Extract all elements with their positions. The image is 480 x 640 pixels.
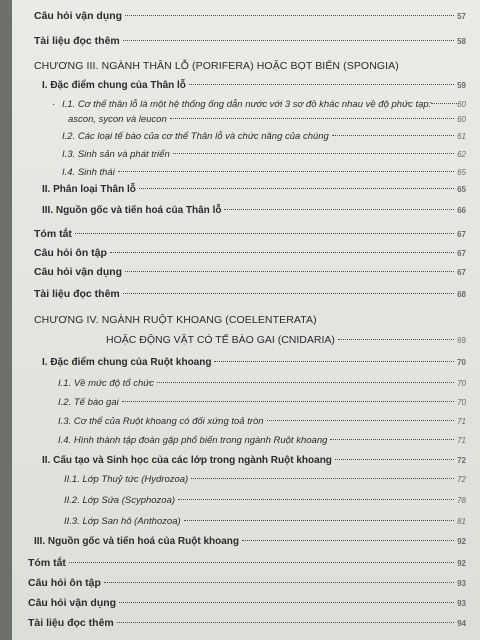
toc-page-number: 58 bbox=[457, 37, 466, 46]
leader-dots bbox=[125, 271, 454, 272]
toc-page-number: 67 bbox=[457, 268, 466, 277]
toc-entry-label: Tài liệu đọc thêm bbox=[28, 617, 114, 629]
leader-dots bbox=[104, 582, 454, 583]
toc-section bbox=[42, 455, 466, 466]
toc-entry-label: III. Nguồn gốc và tiến hoá của Thân lỗ bbox=[42, 205, 222, 216]
toc-entry-label: Tài liệu đọc thêm bbox=[34, 35, 120, 47]
toc-page-number: 67 bbox=[457, 230, 466, 239]
toc-subsection bbox=[64, 474, 466, 485]
toc-entry-label: Câu hỏi vận dụng bbox=[28, 597, 117, 609]
toc-page-number: 93 bbox=[457, 599, 466, 608]
leader-dots bbox=[224, 209, 454, 210]
toc-entry-label: III. Nguồn gốc và tiến hoá của Ruột khoang bbox=[34, 536, 240, 547]
toc-page-number: 60 bbox=[457, 100, 466, 109]
toc-entry-label: Câu hỏi vận dụng bbox=[34, 10, 123, 22]
leader-dots bbox=[69, 562, 454, 563]
toc-entry-label: I.1. Về mức độ tổ chức bbox=[58, 378, 154, 389]
toc-page-number: 69 bbox=[457, 336, 466, 345]
toc-subsection bbox=[62, 131, 466, 142]
leader-dots bbox=[191, 478, 454, 479]
leader-dots bbox=[332, 135, 454, 136]
toc-subsection bbox=[58, 378, 466, 389]
toc-page-number: 61 bbox=[457, 132, 466, 141]
toc-page-number: 70 bbox=[457, 379, 466, 388]
toc-page-number: 60 bbox=[457, 115, 466, 124]
toc-page-number: 66 bbox=[457, 206, 466, 215]
toc-entry-label: ascon, sycon và leucon bbox=[68, 114, 167, 125]
toc-page-number: 70 bbox=[457, 358, 466, 367]
toc-entry-label: I.3. Sinh sản và phát triển bbox=[62, 149, 170, 160]
toc-subsection bbox=[62, 149, 466, 160]
leader-dots bbox=[267, 420, 455, 421]
leader-dots bbox=[184, 520, 454, 521]
toc-section bbox=[42, 357, 466, 368]
leader-dots bbox=[157, 382, 454, 383]
toc-section bbox=[42, 205, 466, 216]
toc-entry-label: HOẶC ĐỘNG VẬT CÓ TẾ BÀO GAI (CNIDARIA) bbox=[106, 334, 335, 346]
toc-entry bbox=[34, 10, 466, 22]
bullet-mark: · bbox=[52, 99, 55, 109]
toc-entry bbox=[28, 557, 466, 569]
leader-dots bbox=[214, 361, 454, 362]
toc-subsection bbox=[58, 397, 466, 408]
leader-dots bbox=[125, 15, 454, 16]
leader-dots bbox=[242, 540, 454, 541]
leader-dots bbox=[122, 401, 454, 402]
leader-dots bbox=[110, 252, 454, 253]
chapter-3-title: CHƯƠNG III. NGÀNH THÂN LỖ (PORIFERA) HOẶC BỌT BIỂN (SPONGIA) bbox=[34, 60, 399, 72]
leader-dots bbox=[117, 622, 454, 623]
toc-page-number: 94 bbox=[457, 619, 466, 628]
leader-dots bbox=[170, 118, 454, 119]
leader-dots bbox=[338, 339, 454, 340]
leader-dots bbox=[118, 171, 454, 172]
toc-entry-label: II.3. Lớp San hô (Anthozoa) bbox=[64, 516, 181, 527]
leader-dots bbox=[123, 40, 454, 41]
toc-entry-label: Tài liệu đọc thêm bbox=[34, 288, 120, 300]
toc-entry-label: I.2. Các loại tế bào của cơ thể Thân lỗ và chức năng của chúng bbox=[62, 131, 329, 142]
toc-page-number: 72 bbox=[457, 456, 466, 465]
leader-dots bbox=[330, 439, 454, 440]
toc-entry-label: Câu hỏi ôn tập bbox=[34, 247, 107, 259]
toc-entry-label: I.4. Hình thành tập đoàn gặp phổ biến trong ngành Ruột khoang bbox=[58, 435, 328, 446]
book-page bbox=[12, 0, 480, 640]
toc-section bbox=[42, 80, 466, 91]
chapter-4-title: CHƯƠNG IV. NGÀNH RUỘT KHOANG (COELENTERATA) bbox=[34, 314, 317, 326]
toc-page-number: 92 bbox=[457, 559, 466, 568]
toc-section bbox=[42, 184, 466, 195]
toc-entry-label: I.1. Cơ thể thân lỗ là một hệ thống ống dẫn nước với 3 sơ đồ khác nhau về độ phức tạp: bbox=[62, 99, 432, 110]
toc-page-number: 78 bbox=[457, 496, 466, 505]
toc-page-number: 65 bbox=[457, 185, 466, 194]
toc-entry-label: I. Đặc điểm chung của Thân lỗ bbox=[42, 80, 186, 91]
toc-entry bbox=[34, 35, 466, 47]
toc-entry bbox=[34, 288, 466, 300]
toc-page-number: 81 bbox=[457, 517, 466, 526]
chapter-4-title-line-2 bbox=[106, 334, 466, 346]
toc-subsection bbox=[64, 516, 466, 527]
toc-subsection bbox=[62, 167, 466, 178]
toc-entry-label: Tóm tắt bbox=[28, 557, 66, 569]
toc-page-number: 68 bbox=[457, 290, 466, 299]
toc-entry-label: I.3. Cơ thể của Ruột khoang có đối xứng toả tròn bbox=[58, 416, 264, 427]
toc-page-number: 71 bbox=[457, 417, 466, 426]
toc-entry-label: II. Cấu tạo và Sinh học của các lớp trong ngành Ruột khoang bbox=[42, 455, 332, 466]
toc-entry-label: Câu hỏi vận dụng bbox=[34, 266, 123, 278]
leader-dots bbox=[139, 188, 454, 189]
toc-page-number: 70 bbox=[457, 398, 466, 407]
toc-subsection-continued bbox=[68, 114, 466, 125]
toc-page-number: 71 bbox=[457, 436, 466, 445]
leader-dots bbox=[173, 153, 454, 154]
leader-dots bbox=[75, 233, 454, 234]
toc-subsection bbox=[58, 435, 466, 446]
toc-entry-label: II.1. Lớp Thuỷ tức (Hydrozoa) bbox=[64, 474, 189, 485]
leader-dots bbox=[123, 293, 454, 294]
toc-page-number: 65 bbox=[457, 168, 466, 177]
leader-dots bbox=[335, 459, 454, 460]
toc-entry bbox=[34, 228, 466, 240]
toc-entry bbox=[34, 247, 466, 259]
toc-page-number: 62 bbox=[457, 150, 466, 159]
leader-dots bbox=[178, 499, 454, 500]
toc-page-number: 67 bbox=[457, 249, 466, 258]
toc-entry bbox=[28, 597, 466, 609]
toc-entry-label: Câu hỏi ôn tập bbox=[28, 577, 101, 589]
toc-page-number: 72 bbox=[457, 475, 466, 484]
leader-dots bbox=[431, 103, 457, 104]
toc-entry-label: I. Đặc điểm chung của Ruột khoang bbox=[42, 357, 212, 368]
toc-section bbox=[34, 536, 466, 547]
toc-entry-label: II. Phân loại Thân lỗ bbox=[42, 184, 136, 195]
toc-subsection bbox=[62, 99, 466, 110]
toc-entry-label: II.2. Lớp Sứa (Scyphozoa) bbox=[64, 495, 176, 506]
leader-dots bbox=[119, 602, 454, 603]
toc-page-number: 93 bbox=[457, 579, 466, 588]
toc-subsection bbox=[64, 495, 466, 506]
toc-page-number: 57 bbox=[457, 12, 466, 21]
toc-subsection bbox=[58, 416, 466, 427]
toc-entry-label: I.4. Sinh thái bbox=[62, 167, 115, 178]
toc-page-number: 59 bbox=[457, 81, 466, 90]
toc-entry bbox=[28, 617, 466, 629]
toc-page-number: 92 bbox=[457, 537, 466, 546]
toc-entry-label: Tóm tắt bbox=[34, 228, 72, 240]
toc-entry bbox=[28, 577, 466, 589]
toc-entry bbox=[34, 266, 466, 278]
toc-entry-label: I.2. Tế bào gai bbox=[58, 397, 119, 408]
leader-dots bbox=[189, 84, 454, 85]
